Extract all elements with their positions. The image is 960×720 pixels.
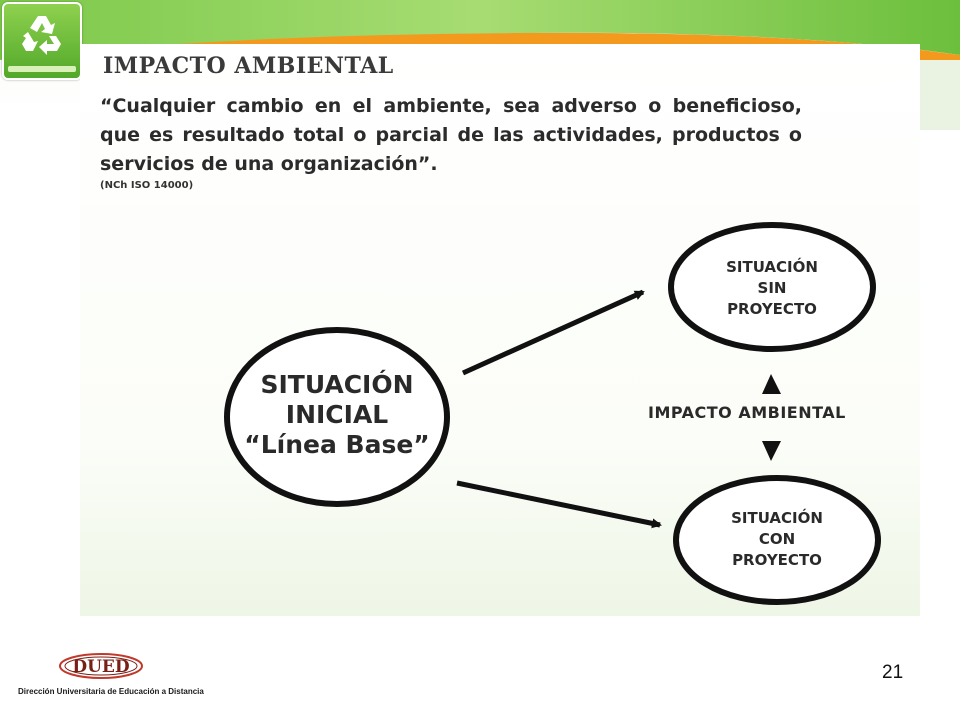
dued-logo-text: DUED [72,657,130,677]
initial-line-2: INICIAL [285,400,389,429]
initial-situation-label [237,370,437,460]
without-line-1: SITUACIÓN [726,258,818,276]
without-project-label [692,257,852,320]
impact-arrow-up [762,374,781,394]
initial-line-1: SITUACIÓN [260,370,414,399]
with-project-label [697,508,857,571]
impact-arrow-down [762,441,781,461]
with-line-1: SITUACIÓN [731,509,823,527]
without-line-2: SIN [757,279,787,297]
dued-logo-mark [58,652,144,680]
with-line-3: PROYECTO [732,551,822,569]
arrow-to-with-project [457,483,660,525]
arrow-to-without-project [463,292,643,373]
with-line-2: CON [758,530,796,548]
slide-heading: IMPACTO AMBIENTAL [103,53,394,79]
source-citation: (NCh ISO 14000) [100,180,194,191]
without-line-3: PROYECTO [727,300,817,318]
impact-label: IMPACTO AMBIENTAL [648,403,846,422]
initial-line-3: “Línea Base” [244,430,430,459]
definition-text: “Cualquier cambio en el ambiente, sea adverso o beneficioso, que es resultado total o parcial de las actividades, productos o servicios de una organización”. [100,95,802,175]
organization-name: Dirección Universitaria de Educación a Distancia [18,687,204,696]
page-number: 21 [882,662,904,683]
